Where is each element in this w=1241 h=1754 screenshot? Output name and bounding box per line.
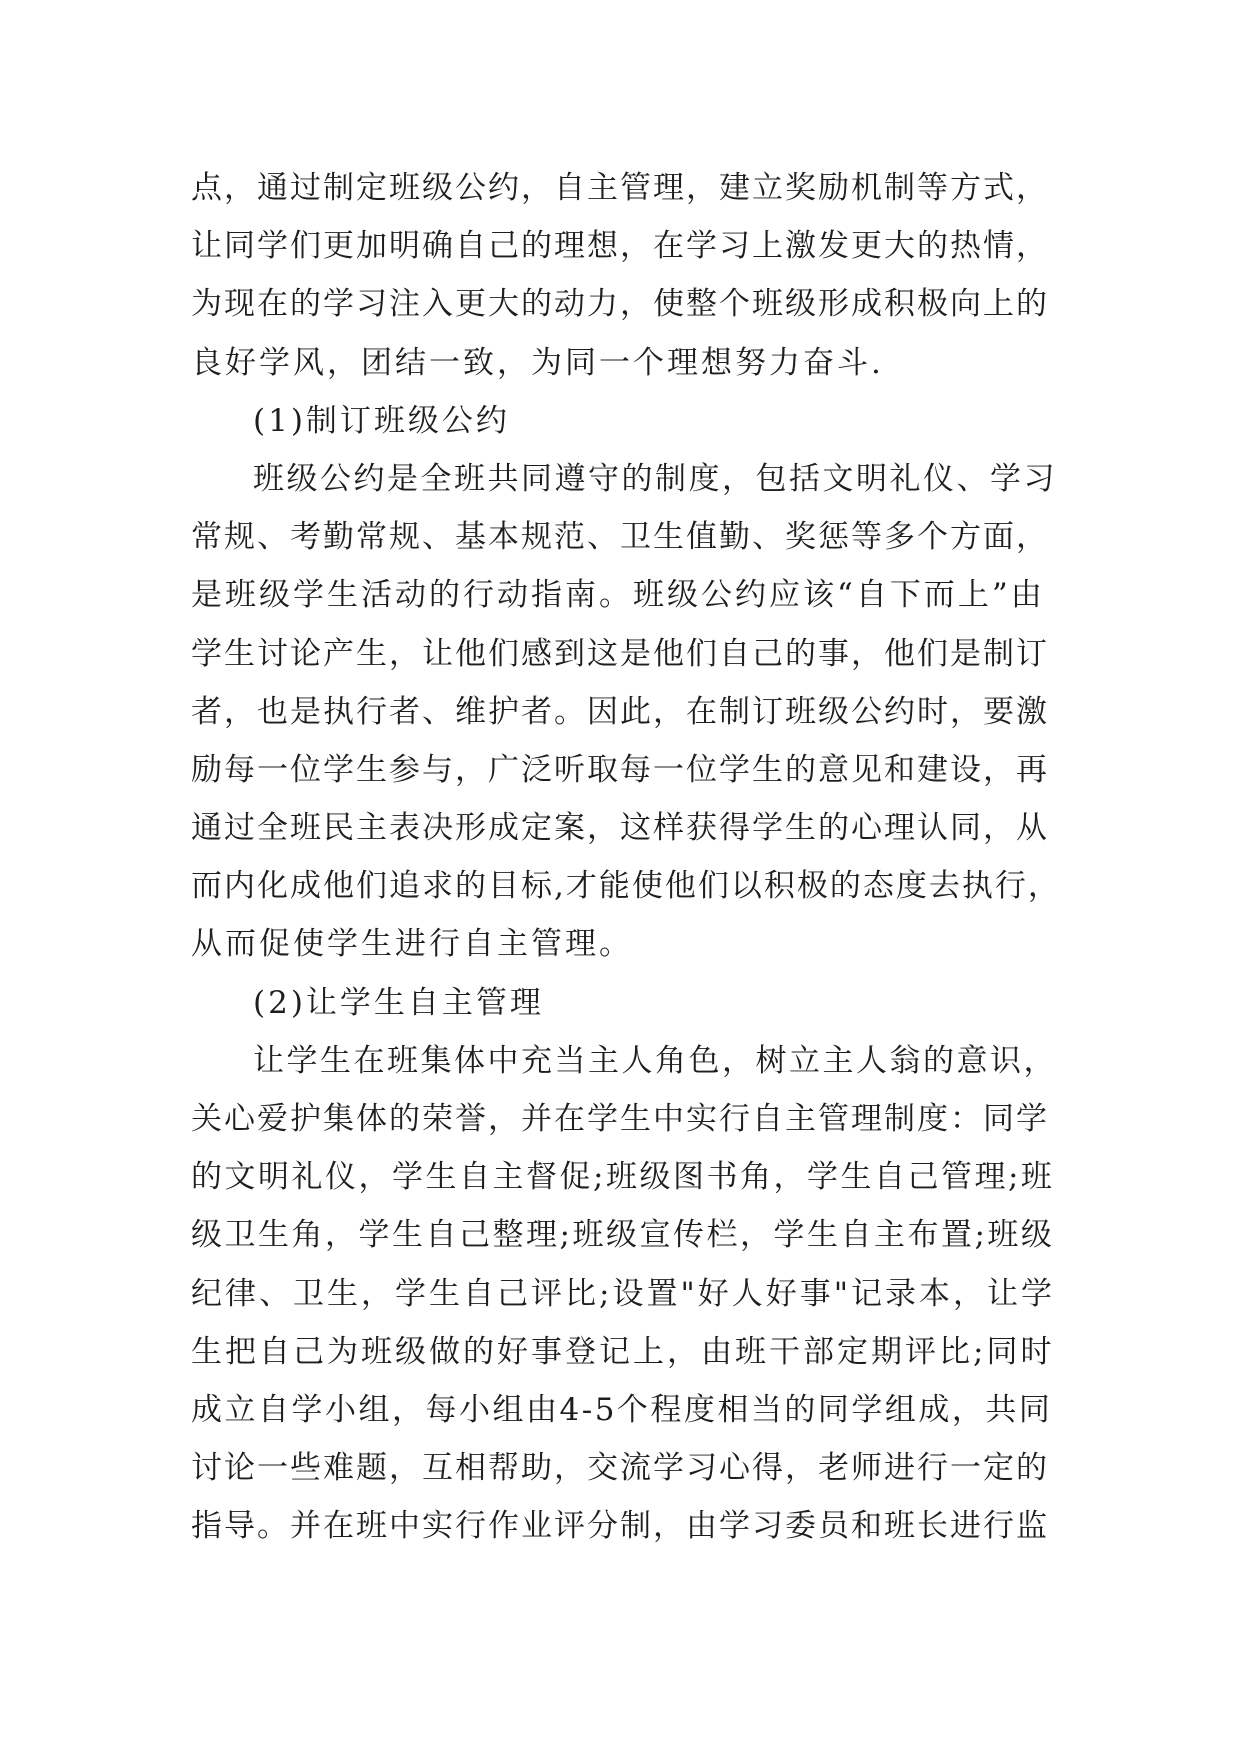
text-line: 成立自学小组，每小组由4-5个程度相当的同学组成，共同: [191, 1391, 1053, 1428]
section-heading: (2)让学生自主管理: [253, 984, 544, 1021]
paragraph-first-line: 让学生在班集体中充当主人角色，树立主人翁的意识，: [253, 1042, 1057, 1079]
text-line: 从而促使学生进行自主管理。: [191, 926, 633, 963]
text-line: 良好学风，团结一致，为同一个理想努力奋斗.: [191, 344, 884, 381]
text-line: 指导。并在班中实行作业评分制，由学习委员和班长进行监: [191, 1508, 1049, 1545]
text-line: 而内化成他们追求的目标,才能使他们以积极的态度去执行，: [191, 868, 1061, 905]
text-line: 点，通过制定班级公约，自主管理，建立奖励机制等方式，: [191, 170, 1049, 206]
text-line: 纪律、卫生，学生自己评比;设置"好人好事"记录本，让学: [191, 1275, 1055, 1312]
text-line: 通过全班民主表决形成定案，这样获得学生的心理认同，从: [191, 810, 1049, 847]
text-line: 的文明礼仪，学生自主督促;班级图书角，学生自己管理;班: [191, 1159, 1055, 1196]
text-line: 生把自己为班级做的好事登记上，由班干部定期评比;同时: [191, 1333, 1055, 1370]
text-line: 常规、考勤常规、基本规范、卫生值勤、奖惩等多个方面，: [191, 519, 1049, 556]
text-line: 级卫生角，学生自己整理;班级宣传栏，学生自主布置;班级: [191, 1217, 1055, 1254]
text-line: 励每一位学生参与，广泛听取每一位学生的意见和建设，再: [191, 751, 1049, 788]
text-line: 者，也是执行者、维护者。因此，在制订班级公约时，要激: [191, 693, 1049, 730]
text-line: 讨论一些难题，互相帮助，交流学习心得，老师进行一定的: [191, 1450, 1049, 1487]
text-line: 是班级学生活动的行动指南。班级公约应该“自下而上”由: [191, 577, 1045, 614]
body-text: [191, 159, 1061, 1556]
section-heading: (1)制订班级公约: [253, 402, 510, 439]
text-line: 让同学们更加明确自己的理想，在学习上激发更大的热情，: [191, 228, 1049, 265]
text-line: 学生讨论产生，让他们感到这是他们自己的事，他们是制订: [191, 635, 1049, 672]
text-line: 为现在的学习注入更大的动力，使整个班级形成积极向上的: [191, 286, 1049, 323]
text-line: 关心爱护集体的荣誉，并在学生中实行自主管理制度：同学: [191, 1101, 1049, 1137]
paragraph-first-line: 班级公约是全班共同遵守的制度，包括文明礼仪、学习: [253, 460, 1057, 497]
